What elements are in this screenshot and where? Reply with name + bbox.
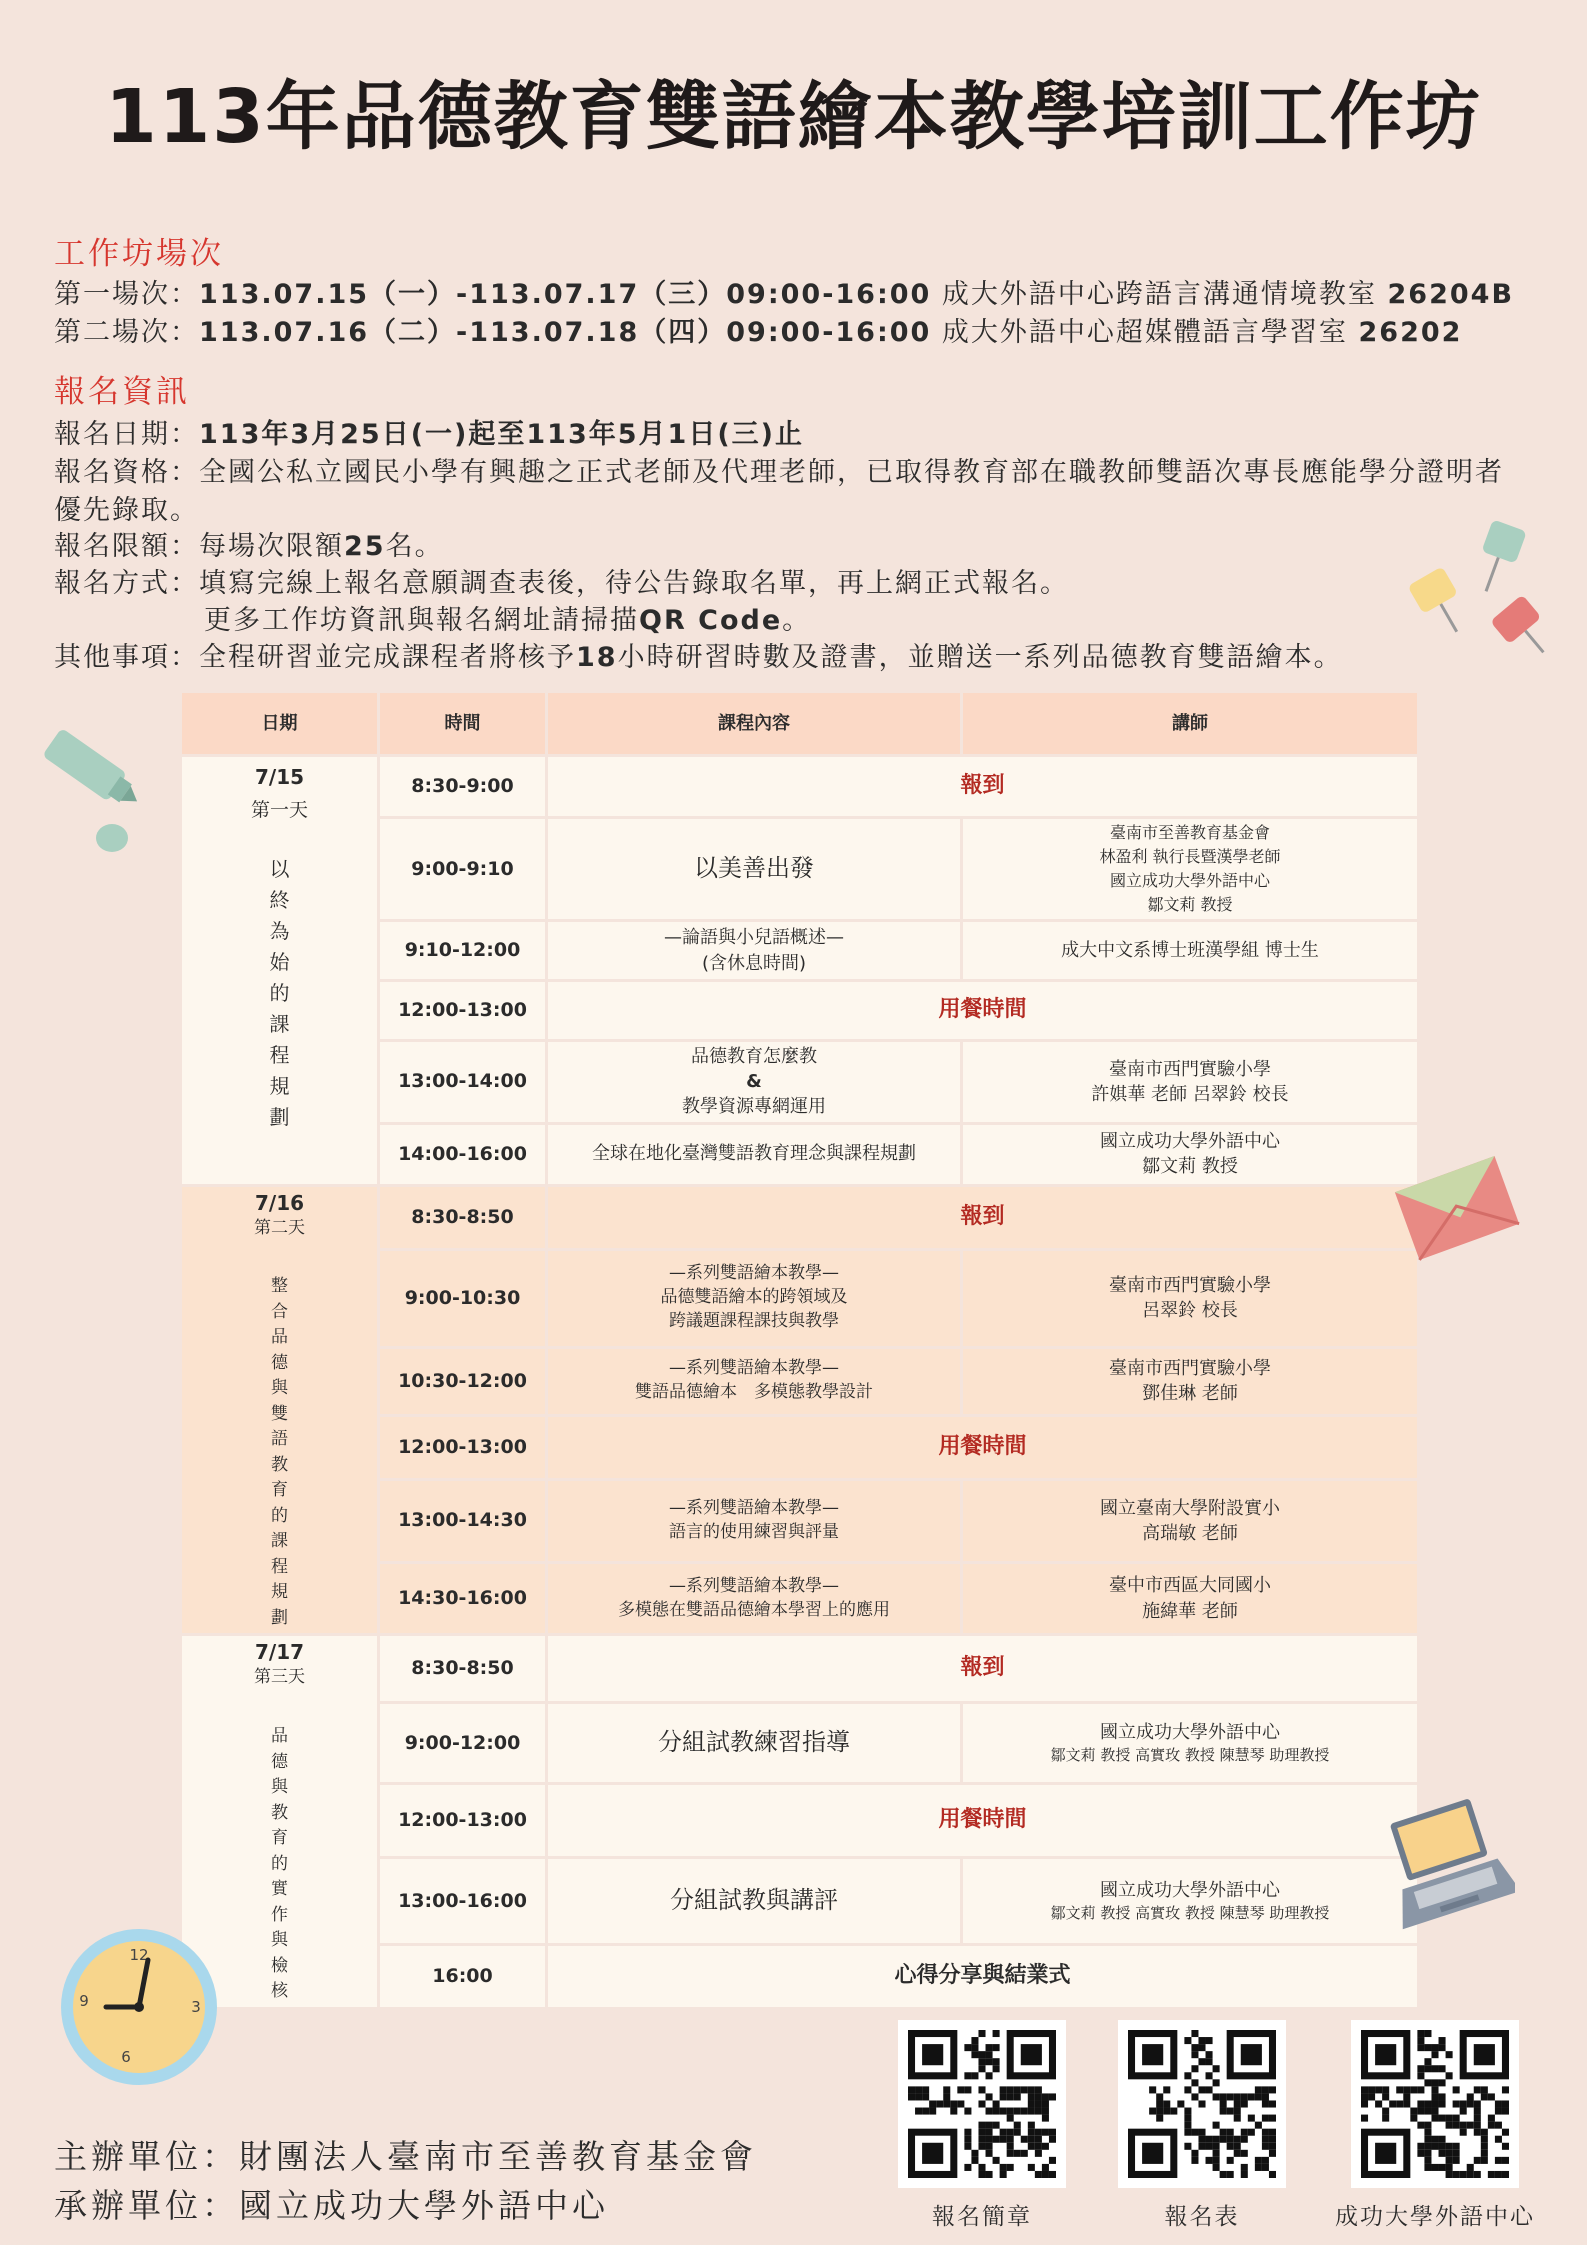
table-row xyxy=(181,1185,1419,1249)
qr-ncku-flc[interactable] xyxy=(1351,2020,1519,2188)
content-line: —論語與小兒語概述— xyxy=(664,927,844,949)
qr-code-icon xyxy=(1128,2030,1276,2178)
organizer-co: 承辦單位：國立成功大學外語中心 xyxy=(54,2186,609,2225)
row-time: 10:30-12:00 xyxy=(379,1347,547,1415)
teacher-line: 國立成功大學外語中心 xyxy=(1109,871,1270,890)
row-time: 12:00-13:00 xyxy=(379,1415,547,1479)
day3-theme: 品德與教育的實作與檢核 xyxy=(271,1726,288,2002)
table-row xyxy=(181,1635,1419,1703)
row-content xyxy=(547,1249,962,1347)
reg-qual-value: 全國公私立國民小學有興趣之正式老師及代理老師，已取得教育部在職教師雙語次專長應能學分證明者 xyxy=(199,457,1504,488)
reg-date xyxy=(54,412,804,451)
teacher-line: 臺南市至善教育基金會 xyxy=(1109,823,1270,842)
teacher-line: 呂翠鈴 校長 xyxy=(1142,1300,1238,1322)
content-line: —系列雙語繪本教學— xyxy=(669,1263,839,1284)
row-time: 9:10-12:00 xyxy=(379,921,547,981)
row-time: 13:00-16:00 xyxy=(379,1858,547,1945)
schedule-table xyxy=(179,690,1420,2010)
teacher-line: 國立臺南大學附設實小 xyxy=(1100,1497,1280,1519)
pushpin-icon xyxy=(1395,515,1565,665)
row-content xyxy=(547,1562,962,1635)
reg-qual-label: 報名資格： xyxy=(54,457,199,488)
day3-label: 第三天 xyxy=(254,1667,305,1688)
session-2 xyxy=(54,310,1462,349)
row-content xyxy=(547,1479,962,1562)
reg-qual-cont: 優先錄取。 xyxy=(54,495,199,526)
row-time: 16:00 xyxy=(379,1945,547,2009)
row-teacher xyxy=(962,1347,1419,1415)
reg-qualification xyxy=(54,450,1504,489)
teacher-line: 鄒文莉 教授 高實玫 教授 陳慧琴 助理教授 xyxy=(1050,1904,1330,1923)
content-line: (含休息時間) xyxy=(701,952,807,974)
highlighter-icon xyxy=(22,720,152,860)
row-teacher xyxy=(962,1858,1419,1945)
qr-form-label: 報名表 xyxy=(1164,2204,1240,2230)
reg-method-label: 報名方式： xyxy=(54,568,199,599)
row-teacher xyxy=(962,1249,1419,1347)
header-content: 課程內容 xyxy=(547,692,962,756)
row-teacher xyxy=(962,1562,1419,1635)
teacher-line: 鄒文莉 教授 高實玫 教授 陳慧琴 助理教授 xyxy=(1050,1746,1330,1765)
session-1 xyxy=(54,272,1514,311)
row-time: 9:00-12:00 xyxy=(379,1703,547,1784)
reg-limit-post: 名。 xyxy=(385,531,444,562)
day2-label: 第二天 xyxy=(254,1217,305,1238)
clock-6: 6 xyxy=(121,2048,131,2066)
reg-date-label: 報名日期： xyxy=(54,419,199,450)
teacher-line: 鄒文莉 教授 xyxy=(1147,895,1233,914)
row-time: 12:00-13:00 xyxy=(379,1783,547,1857)
clock-9: 9 xyxy=(79,1992,89,2010)
row-content xyxy=(547,921,962,981)
reg-other xyxy=(54,635,1343,674)
reg-method xyxy=(54,561,1069,600)
session-1-place: 成大外語中心跨語言溝通情境教室 xyxy=(931,279,1388,310)
organizer-host: 主辦單位：財團法人臺南市至善教育基金會 xyxy=(54,2137,757,2176)
row-time: 9:00-9:10 xyxy=(379,818,547,921)
teacher-line: 臺南市西門實驗小學 xyxy=(1109,1058,1271,1080)
teacher-line: 國立成功大學外語中心 xyxy=(1100,1879,1280,1901)
reg-limit-num: 25 xyxy=(344,531,386,562)
qr-brochure-label: 報名簡章 xyxy=(932,2204,1032,2230)
row-time: 12:00-13:00 xyxy=(379,981,547,1041)
qr-code-icon xyxy=(1361,2030,1509,2178)
row-time: 9:00-10:30 xyxy=(379,1249,547,1347)
session-1-room: 26204B xyxy=(1387,279,1515,310)
envelope-icon xyxy=(1392,1148,1522,1268)
qr-code-icon xyxy=(908,2030,1056,2178)
content-line: —系列雙語繪本教學— xyxy=(669,1497,839,1518)
content-line: 語言的使用練習與評量 xyxy=(669,1521,839,1542)
row-teacher xyxy=(962,1041,1419,1124)
teacher-line: 臺中市西區大同國小 xyxy=(1109,1575,1271,1597)
reg-method-value: 填寫完線上報名意願調查表後，待公告錄取名單，再上網正式報名。 xyxy=(199,568,1069,599)
day1-theme: 以終為始的課程規劃 xyxy=(269,856,290,1129)
row-time: 8:30-8:50 xyxy=(379,1635,547,1703)
teacher-line: 高瑞敏 老師 xyxy=(1142,1522,1238,1544)
content-line: 雙語品德繪本 多模態教學設計 xyxy=(635,1382,873,1403)
row-time: 14:00-16:00 xyxy=(379,1123,547,1185)
day2-date: 7/16 xyxy=(254,1190,305,1215)
day1-label: 第一天 xyxy=(250,799,308,821)
row-content: 用餐時間 xyxy=(547,1415,1419,1479)
row-time: 13:00-14:00 xyxy=(379,1041,547,1124)
session-2-date: 113.07.16（二）-113.07.18（四）09:00-16:00 xyxy=(199,317,932,348)
content-line: 多模態在雙語品德繪本學習上的應用 xyxy=(618,1599,890,1620)
reg-limit-label: 報名限額： xyxy=(54,531,199,562)
clock-3: 3 xyxy=(191,1998,201,2016)
header-teacher: 講師 xyxy=(962,692,1419,756)
day2-theme: 整合品德與雙語教育的課程規劃 xyxy=(271,1276,288,1628)
sessions-heading: 工作坊場次 xyxy=(54,236,224,272)
header-time: 時間 xyxy=(379,692,547,756)
row-teacher xyxy=(962,1123,1419,1185)
day3-date: 7/17 xyxy=(254,1640,305,1665)
reg-method-more xyxy=(204,598,811,637)
reg-other-pre: 全程研習並完成課程者將核予 xyxy=(199,642,576,673)
clock-12: 12 xyxy=(129,1946,149,1964)
row-time: 14:30-16:00 xyxy=(379,1562,547,1635)
content-line: 品德教育怎麼教 xyxy=(691,1046,817,1067)
clock-icon xyxy=(58,1926,220,2088)
teacher-line: 鄒文莉 教授 xyxy=(1142,1156,1238,1178)
row-content: 心得分享與結業式 xyxy=(547,1945,1419,2009)
teacher-line: 鄧佳琳 老師 xyxy=(1142,1383,1238,1405)
teacher-line: 國立成功大學外語中心 xyxy=(1100,1721,1280,1743)
row-time: 13:00-14:30 xyxy=(379,1479,547,1562)
laptop-icon xyxy=(1375,1795,1515,1935)
reg-other-num: 18 xyxy=(576,642,618,673)
qr-ncku-flc-label: 成功大學外語中心 xyxy=(1335,2204,1535,2230)
reg-more-post: 。 xyxy=(782,605,812,636)
content-line: —系列雙語繪本教學— xyxy=(669,1358,839,1379)
qr-form[interactable] xyxy=(1118,2020,1286,2188)
row-time: 8:30-8:50 xyxy=(379,1185,547,1249)
reg-other-post: 小時研習時數及證書，並贈送一系列品德教育雙語繪本。 xyxy=(617,642,1343,673)
row-content: 全球在地化臺灣雙語教育理念與課程規劃 xyxy=(547,1123,962,1185)
row-time: 8:30-9:00 xyxy=(379,756,547,818)
row-content: 用餐時間 xyxy=(547,981,1419,1041)
teacher-line: 許娸華 老師 呂翠鈴 校長 xyxy=(1091,1083,1289,1105)
teacher-line: 臺南市西門實驗小學 xyxy=(1109,1357,1271,1379)
session-2-room: 26202 xyxy=(1358,317,1463,348)
reg-more-pre: 更多工作坊資訊與報名網址請掃描 xyxy=(204,605,639,636)
row-content: 分組試教練習指導 xyxy=(547,1703,962,1784)
row-content: 分組試教與講評 xyxy=(547,1858,962,1945)
teacher-line: 施緯華 老師 xyxy=(1142,1600,1238,1622)
session-2-label: 第二場次： xyxy=(54,317,199,348)
reg-more-qr: QR Code xyxy=(639,605,783,636)
page-title: 113年品德教育雙語繪本教學培訓工作坊 xyxy=(105,74,1482,160)
day2-cell xyxy=(181,1185,379,1635)
registration-heading: 報名資訊 xyxy=(54,374,190,410)
row-content: 報到 xyxy=(547,756,1419,818)
day1-cell xyxy=(181,756,379,1186)
day1-date: 7/15 xyxy=(254,765,305,789)
content-line: 品德雙語繪本的跨領域及 xyxy=(660,1287,848,1308)
row-content xyxy=(547,1347,962,1415)
session-2-place: 成大外語中心超媒體語言學習室 xyxy=(931,317,1359,348)
teacher-line: 林盈利 執行長暨漢學老師 xyxy=(1099,847,1281,866)
row-content xyxy=(547,1041,962,1124)
content-line: 教學資源專網運用 xyxy=(682,1096,826,1118)
qr-brochure[interactable] xyxy=(898,2020,1066,2188)
header-date: 日期 xyxy=(181,692,379,756)
row-content: 以美善出發 xyxy=(547,818,962,921)
reg-limit xyxy=(54,524,444,563)
content-line: 跨議題課程課技與教學 xyxy=(669,1310,839,1331)
reg-date-value: 113年3月25日(一)起至113年5月1日(三)止 xyxy=(199,419,805,450)
row-teacher: 成大中文系博士班漢學組 博士生 xyxy=(962,921,1419,981)
content-line: & xyxy=(746,1071,762,1093)
content-line: —系列雙語繪本教學— xyxy=(669,1575,839,1596)
reg-limit-pre: 每場次限額 xyxy=(199,531,344,562)
teacher-line: 臺南市西門實驗小學 xyxy=(1109,1274,1271,1296)
table-row xyxy=(181,756,1419,818)
reg-other-label: 其他事項： xyxy=(54,642,199,673)
row-teacher xyxy=(962,1703,1419,1784)
teacher-line: 國立成功大學外語中心 xyxy=(1100,1130,1280,1152)
row-teacher xyxy=(962,1479,1419,1562)
session-1-label: 第一場次： xyxy=(54,279,199,310)
row-content: 報到 xyxy=(547,1635,1419,1703)
row-content: 用餐時間 xyxy=(547,1783,1419,1857)
session-1-date: 113.07.15（一）-113.07.17（三）09:00-16:00 xyxy=(199,279,932,310)
table-header-row xyxy=(181,692,1419,756)
row-teacher xyxy=(962,818,1419,921)
row-content: 報到 xyxy=(547,1185,1419,1249)
